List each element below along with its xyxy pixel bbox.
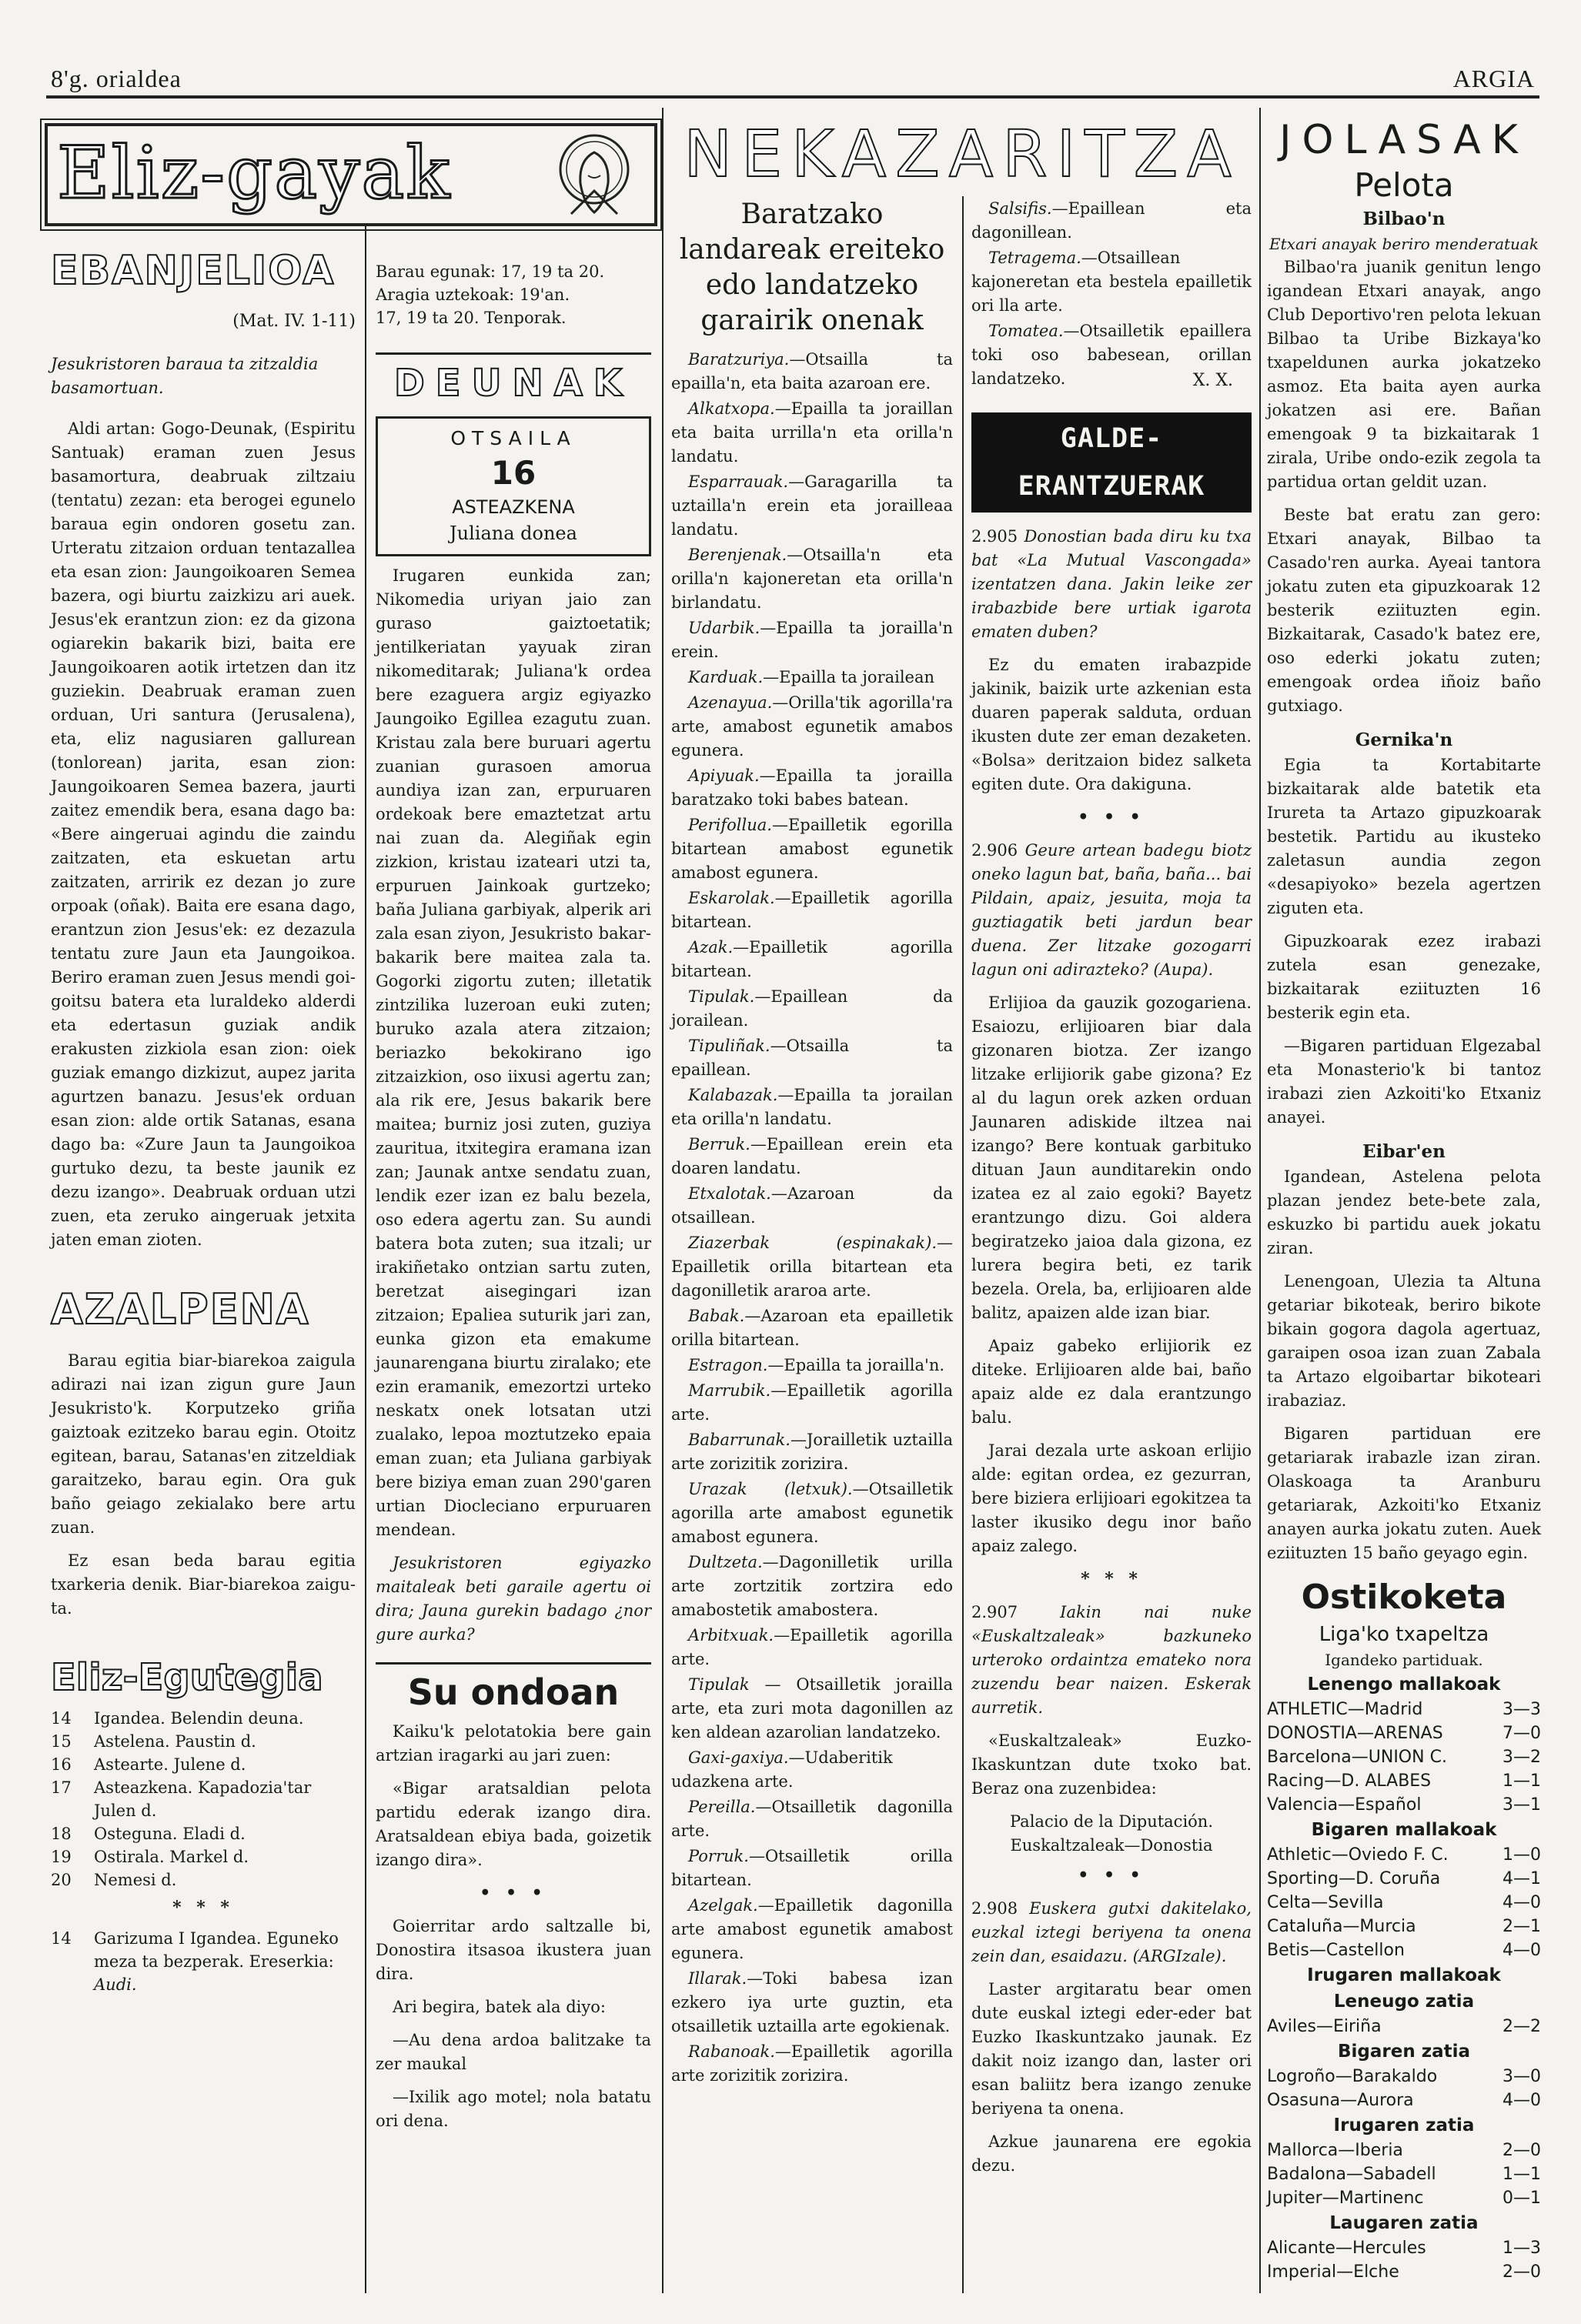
entries-list — [671, 348, 953, 2088]
pelota-paragraph: Bigaren partiduan ere getariarak irabazle izan ziran. Olaskoaga ta Aranburu getariarak, Azkoiti'ko Etxaniz anayen aurka jokatu zuten. Auek eziituzten 15 baño geyago egin. — [1267, 1424, 1541, 1562]
entry-term: Azak. — [688, 938, 734, 957]
deunak-paragraph: Irugaren eunkida zan; Nikomedia uriyan jaio zan guraso gaiztoetatik; jentilkeriatan yayuak ziran nikomeditarak; Juliana'k ordea bere ezaguera argiz egiyazko Jaungoiko Egillea ezagutu zuan. Kristau zala bere buruari agertu zuanian gurasoen amorua aundiya izan zan, erpuruaren ordekoak bere emaztetzat artu nai zuan da. Alegiñak egin zizkion, kristau izateari utzi ta, erpuruen Jainkoak gurtzeko; baña Juliana garbiyak, alperik ari zala esan ziyon, Jesukristo bakar-bakarik bere maitea zala ta. Gogorki zigortu zuten; illetatik zintzilika luzeroan euki zuten; buruko azala atera zitzaion; beriazko bekokirano igo zitzaizkion, oso iixusi agertu zan; ala rik ere, Jesus bakarik bere maitea; burniz josi zuten, guziya zauritua, itxitegira eramana izan zan; Jaunak antxe sendatu zuan, lendik ezer izan ez balu bezela, oso edera agertu zan. Su aundi batera bota zuten; sua itzali; ur irakiñetako ontzian sartu zuten, beretzat aisegingari izan zitzaion; Epaliea suturik jari zan, eunka gizon eta emakume jaunarengana biurtu ziralako; ete ezin eramanik, emezortzi urteko neskatx onek lotsatan utzi zualako, lepoa moztutzeko epaia eman zuan; eta Juliana garbiyak bere biziya eman zuan 290'garen urtian Diocleciano erpuruaren mendean. — [376, 566, 651, 1539]
match-teams: ATHLETIC—Madrid — [1267, 1700, 1423, 1719]
column-5 — [1267, 115, 1541, 2284]
entry-term: Udarbik. — [688, 619, 760, 637]
egutegia-list — [51, 1707, 356, 1996]
entry-text: —Epailla ta jorailean — [763, 668, 935, 686]
entry-term: Berenjenak. — [688, 546, 787, 564]
address-line: Euskaltzaleak—Donostia — [1010, 1836, 1213, 1855]
entry-term: Baratzuriya. — [688, 350, 790, 369]
info-lines — [376, 260, 651, 329]
list-item: 14 Igandea. Belendin deuna. — [51, 1709, 304, 1728]
entry-text: —Epaillean erein eta doaren landatu. — [671, 1135, 953, 1177]
entry-text: —Jorailletik uztailla arte zorizitik zorizira. — [671, 1431, 953, 1473]
match-teams: Logroño—Barakaldo — [1267, 2067, 1438, 2086]
planting-entry — [671, 985, 953, 1033]
entry-term: Babak. — [688, 1307, 745, 1325]
planting-entry — [971, 246, 1252, 318]
column-3 — [671, 197, 953, 2089]
results-group-heading: Laugaren zatia — [1329, 2213, 1479, 2233]
match-score: 3—2 — [1502, 1748, 1541, 1767]
nekazaritza-title: NEKAZARITZA — [684, 116, 1241, 192]
entry-term: Tipulak — [688, 1675, 750, 1694]
su-ondoan-paragraph: Ari begira, batek ala diyo: — [393, 1998, 606, 2016]
table-row — [1267, 2162, 1541, 2186]
header-rule — [46, 95, 1539, 99]
ostikoketa-sub-small: Igandeko partiduak. — [1325, 1651, 1483, 1669]
planting-entry — [671, 813, 953, 885]
ostikoketa-heading: Ostikoketa — [1301, 1578, 1507, 1617]
answer: Apaiz gabeko erlijiorik ez diteke. Erlijioaren alde bai, baño apaiz alde ez dala erantzungo balu. — [971, 1337, 1252, 1427]
question: 2.905 Donostian bada diru ku txa bat «La Mutual Vascongada» izentatzen dana. Jakin leike zer irabazbide bere urtiak igarota ematen duben? — [971, 527, 1252, 641]
ebanjelioa-paragraph: Aldi artan: Gogo-Deunak, (Espiritu Santuak) eraman zuen Jesus basamortura, deabruak ziltzaiu (tentatu) zezan: eta berogei egunelo baraua egin ondoren gosetu zan. Urteratu zitzaion orduan tentazallea eta esan zion: Jaungoikoaren Semea bazera, ogi biurtu zaizkizu ari auek. Jesus'ek erantzun zion: ez da gizona ogiarekin bakarik bizi, baita ere Jaungoikoaren aotik irtetzen dan itz guziekin. Deabruak eraman zuen orduan, Uri santura (Jerusalena), eta, eliz nagusiaren gallurean (tonlorean) jarita, esan zion: Jaungoikoaren Semea bazera, jaurti zaitez emendik bera, esana dago ba: «Bere aingeruai agindu die zaindu zaitzaten, eta eskuetan artu zaitzaten, arririk ez dezan jo zure orpoak (oñak). Baita ere esana dago, erantzun zion Jesus'ek: ez dezazula tentatu zure Jaun eta Jaungoikoa. Beriro eraman zuen Jesus mendi goi-goitsu batera eta luraldeko alderdi eta edertasun guziak andik erakusten zizkiola esan zion: oiek guziak emango dizkizut, aupez jarita agurtzen banazu. Jesus'ek orduan esan zion: alde ortik Satanas, esana dago ba: «Zure Jaun ta Jaungoikoa gurtuko dezu, ta beste jaunik ez dezu izango». Deabruak orduan utzi zuen, eta zeruko aingeruak jetxita jaten eman zioten. — [51, 419, 356, 1249]
galde-body — [971, 525, 1252, 2178]
planting-entry — [671, 691, 953, 763]
column-1 — [51, 246, 356, 1996]
entry-text: —Epailletik egorilla bitartean amabost egunetik amabost egunera. — [671, 816, 953, 882]
planting-entry — [671, 1746, 953, 1794]
entry-text: —Orilla'tik agorilla'ra arte, amabost egunetik amabos egunera. — [671, 693, 953, 760]
entry-text: —Otsailletik dagonilla arte. — [671, 1798, 953, 1840]
section-dots: • • • — [480, 1883, 547, 1903]
planting-entry — [671, 1624, 953, 1671]
entry-term: Estragon. — [688, 1356, 768, 1374]
entry-term: Apiyuak. — [688, 766, 760, 785]
planting-entry — [671, 1304, 953, 1352]
pelota-paragraph: Lenengoan, Ulezia ta Altuna getariar bikoteak, beriro bikote bikain gogora dagola agertuaz, garaipen osoa izan zuan Zabala ta Artazo elgoibartar bikoteari irabaziaz. — [1267, 1272, 1541, 1410]
match-teams: Athletic—Oviedo F. C. — [1267, 1845, 1449, 1865]
answer: Erlijioa da gauzik gozogariena. Esaiozu, erlijioaren biar dala gizonaren biotza. Zer izango litzake erlijiorik gabe gizona? Ez al du lagun orek azken orduan Jaunaren adiskide iltzea nai izango? Bere kontuak garbituko dituan Jaun aunditarekin ondo izatea ez al zaio egoki? Bayetz erantzungo dizu. Goi aldera begiratzeko jaioa dala gizona, ez lurera begira beti, ez tarik bezela. Orela, ba, erlijioaren alde balitz, apaizen alde izan biar. — [971, 993, 1252, 1322]
entry-term: Esparrauak. — [688, 472, 789, 491]
match-teams: Celta—Sevilla — [1267, 1893, 1384, 1912]
entry-term: Etxalotak. — [688, 1184, 771, 1203]
egutegia-heading: Eliz-Egutegia — [51, 1656, 323, 1699]
table-row — [1267, 2139, 1541, 2162]
table-row — [1267, 2015, 1541, 2039]
page-number-label: 8'g. orialdea — [51, 65, 182, 92]
entry-term: Alkatxopa. — [688, 399, 775, 418]
list-item: 20 Nemesi d. — [51, 1871, 177, 1889]
results-group-heading: Lenengo mallakoak — [1307, 1675, 1501, 1695]
date-day: 16 — [490, 454, 536, 492]
question: 2.906 Geure artean badegu biotz oneko lagun bat, baña, baña... bai Pildain, apaiz, jesuita, moja ta guztiagatik beti jardun bear duena. Zer litzake gozogarri lagun oni adirazteko? (Aupa). — [971, 841, 1252, 979]
match-teams: Betis—Castellon — [1267, 1941, 1405, 1960]
entry-text: —Otsailletik epaillera toki oso babesean, orillan landatzeko. — [971, 322, 1252, 388]
signature: X. X. — [1192, 371, 1233, 390]
list-item: 15 Astelena. Paustin d. — [51, 1732, 256, 1751]
match-teams: Aviles—Eiriña — [1267, 2017, 1382, 2036]
match-score: 4—0 — [1502, 1893, 1541, 1912]
results-group-heading: Bigaren zatia — [1337, 2042, 1471, 2062]
answer: Laster argitaratu bear omen dute euskal iztegi eder-eder bat Euzko Ikaskuntzako jaunak. Ez dakit noiz izango dan, laster ori esan baliitz bera izango zenuke beriyena ta onena. — [971, 1980, 1252, 2118]
match-teams: Imperial—Elche — [1267, 2262, 1399, 2282]
newspaper-name: ARGIA — [1452, 65, 1535, 92]
planting-entry — [671, 1354, 953, 1377]
planting-entry — [971, 197, 1252, 245]
answer: Jarai dezala urte askoan erlijio alde: egitan ordea, ez gezurran, bere biziera erlijioari egokitzea ta laster ikusiko degu inor baño apaiz zalego. — [971, 1441, 1252, 1555]
planting-entry — [671, 936, 953, 983]
deunak-body — [376, 564, 651, 1647]
match-score: 1—1 — [1502, 1771, 1541, 1791]
match-score: 2—0 — [1502, 2262, 1541, 2282]
planting-entry — [671, 1231, 953, 1303]
planting-entry — [671, 397, 953, 469]
column-2 — [376, 260, 651, 2142]
planting-entry — [671, 1795, 953, 1843]
entry-text: —Dagonilletik urilla arte zortzitik zortzira edo amabostetik amabostera. — [671, 1553, 953, 1619]
planting-entry — [671, 1428, 953, 1476]
azalpena-paragraph: Barau egitia biar-biarekoa zaigula adirazi nai izan zigun gure Jaun Jesukristo'k. Korputzeko griña gaiztoak ezitzeko barau egin. Otoitz egitean, barau, Satanas'en zitzeldiak garaitzeko, barau egin. Ora guk baño geiago zekialako bere artu zuan. — [51, 1351, 356, 1537]
su-ondoan-heading: Su ondoan — [407, 1671, 620, 1713]
section-dots: * * * — [172, 1898, 234, 1918]
match-score: 2—1 — [1502, 1917, 1541, 1936]
entry-term: Kalabazak. — [688, 1086, 778, 1104]
results-group-heading: Bigaren mallakoak — [1311, 1820, 1497, 1840]
entry-text: —Otsaillean kajoneretan eta bestela epailletik ori lla arte. — [971, 249, 1252, 315]
planting-entry — [671, 1967, 953, 2039]
planting-entry — [671, 348, 953, 396]
entry-text: —Epailletik agorilla bitartean. — [671, 938, 953, 980]
entry-text: —Epailla ta jorailla'n. — [767, 1356, 945, 1374]
pelota-sub1: Bilbao'n — [1362, 209, 1446, 229]
entry-text: —Azaroan da otsaillean. — [671, 1184, 953, 1227]
table-row — [1267, 1793, 1541, 1817]
match-score: 4—0 — [1502, 2091, 1541, 2110]
entry-term: Arbitxuak. — [688, 1626, 774, 1644]
results-group-heading: Irugaren zatia — [1333, 2115, 1475, 2135]
ebanjelioa-body — [51, 417, 356, 1252]
planting-entry — [671, 1182, 953, 1230]
planting-entry — [671, 1673, 953, 1745]
match-teams: Barcelona—UNION C. — [1267, 1748, 1447, 1767]
planting-entry — [671, 1845, 953, 1892]
planting-entry — [671, 764, 953, 812]
entry-term: Illarak. — [688, 1969, 747, 1988]
galde-erantzuerak-heading: GALDE-ERANTZUERAK — [971, 412, 1252, 513]
entry-text: —Epailla ta jorailan eta orilla'n landatu. — [671, 1086, 953, 1128]
deunak-heading: DEUNAK — [393, 362, 633, 405]
entry-text: —Epailletik agorilla arte zorizitik zorizira. — [671, 2042, 953, 2085]
entry-term: Karduak. — [688, 668, 764, 686]
pelota-sub1-italic: Etxari anayak beriro menderatuak — [1269, 235, 1539, 253]
entry-term: Tipulak. — [688, 987, 755, 1006]
date-month: OTSAILA — [450, 427, 577, 449]
entry-text: —Epailla ta jorailla'n erein. — [671, 619, 953, 661]
match-teams: Sporting—D. Coruña — [1267, 1869, 1441, 1888]
section-dots: • • • — [1078, 807, 1145, 827]
pelota-heading: Pelota — [1354, 166, 1454, 204]
list-item: 16 Astearte. Julene d. — [51, 1755, 246, 1774]
pelota-sub2: Gernika'n — [1355, 730, 1453, 750]
results-table — [1267, 1671, 1541, 2284]
column-divider-1 — [365, 223, 366, 2293]
entry-text: —Epailletik agorilla arte. — [671, 1626, 953, 1668]
match-teams: Cataluña—Murcia — [1267, 1917, 1416, 1936]
match-score: 1—1 — [1502, 2165, 1541, 2184]
entry-term: Perifollua. — [688, 816, 772, 834]
match-score: 2—2 — [1502, 2017, 1541, 2036]
table-row — [1267, 1745, 1541, 1769]
table-row — [1267, 2089, 1541, 2112]
table-row — [1267, 1721, 1541, 1745]
jolasak-heading: JOLASAK — [1279, 117, 1529, 163]
table-row — [1267, 1843, 1541, 1867]
su-ondoan-paragraph: Kaiku'k pelotatokia bere gain artzian iragarki au jari zuen: — [376, 1722, 651, 1765]
match-teams: Alicante—Hercules — [1267, 2239, 1426, 2258]
entry-term: Rabanoak. — [688, 2042, 775, 2061]
table-row — [1267, 1769, 1541, 1793]
match-teams: Jupiter—Martinenc — [1267, 2189, 1424, 2208]
entry-text: —Epailletik orilla bitartean eta dagonilletik araroa arte. — [671, 1234, 953, 1300]
table-row — [1267, 2186, 1541, 2210]
match-teams: Osasuna—Aurora — [1267, 2091, 1414, 2110]
ostikoketa-sub: Liga'ko txapeltza — [1319, 1623, 1489, 1646]
match-score: 3—1 — [1502, 1795, 1541, 1815]
results-group-heading: Irugaren mallakoak — [1307, 1965, 1501, 1985]
entry-term: Dultzeta. — [688, 1553, 763, 1571]
entry-text: —Epailla ta joraillan eta baita urrilla'n eta orilla'n landatu. — [671, 399, 953, 466]
entry-term: Urazak (letxuk). — [688, 1480, 853, 1498]
entry-text: —Otsailletik agorilla arte amabost egunetik amabost egunera. — [671, 1480, 953, 1546]
entry-term: Berruk. — [688, 1135, 750, 1154]
section-dots: • • • — [1078, 1865, 1145, 1885]
entry-term: Tomatea. — [988, 322, 1064, 340]
entry-term: Azenayua. — [688, 693, 773, 712]
su-ondoan-paragraph: —Ixilik ago motel; nola batatu ori dena. — [376, 2088, 651, 2130]
planting-entry — [671, 666, 953, 690]
planting-entry — [671, 1894, 953, 1965]
match-score: 1—0 — [1502, 1845, 1541, 1865]
table-row — [1267, 1698, 1541, 1721]
match-score: 2—0 — [1502, 2141, 1541, 2160]
date-saint: Juliana donea — [450, 523, 577, 544]
pelota-paragraph: —Bigaren partiduan Elgezabal eta Monasterio'k bi tantoz irabazi zien Azkoiti'ko Etxaniz anayei. — [1267, 1037, 1541, 1127]
column-divider-2 — [662, 108, 663, 2293]
planting-entry — [671, 2040, 953, 2088]
list-item: 17 Asteazkena. Kapadozia'tar Julen d. — [51, 1778, 312, 1820]
match-score: 4—0 — [1502, 1941, 1541, 1960]
planting-entry — [671, 543, 953, 615]
entry-term: Eskarolak. — [688, 889, 775, 907]
planting-entry — [671, 887, 953, 934]
su-ondoan-paragraph: —Au dena ardoa balitzake ta zer maukal — [376, 2031, 651, 2073]
question: 2.908 Euskera gutxi dakitelako, euzkal iztegi beriyena ta onena zein dan, esaidazu. (ARGIzale). — [971, 1899, 1252, 1965]
entry-term: Marrubik. — [688, 1381, 771, 1400]
pelota-paragraph: Beste bat eratu zan gero: Etxari anayak, Bilbao ta Casado'ren aurka. Ayeai tantora jokatu zuten eta gipuzkoarak 12 besterik eziituzten egin. Bizkaitarak, Casado'k batez ere, oso ederki jokatu zuten; emengoak ordea iñoiz baño gutxiago. — [1267, 506, 1541, 715]
pelota-paragraph: Igandean, Astelena pelota plazan jendez bete-bete zala, eskuzko bi partidu auek jokatu ziran. — [1267, 1167, 1541, 1257]
entry-text: —Epailla ta jorailla baratzako toki babes batean. — [671, 766, 953, 809]
entry-text: —Epailletik dagonilla arte amabost egunetik amabost egunera. — [671, 1896, 953, 1962]
table-row — [1267, 2065, 1541, 2089]
entry-term: Babarrunak. — [688, 1431, 790, 1449]
match-teams: Mallorca—Iberia — [1267, 2141, 1403, 2160]
table-row — [1267, 1938, 1541, 1962]
entry-text: —Otsailla ta epailla'n, eta baita azaroan ere. — [671, 350, 953, 392]
ebanjelioa-heading: EBANJELIOA — [51, 248, 336, 294]
entry-term: Azelgak. — [688, 1896, 758, 1915]
column-divider-3 — [962, 196, 964, 2293]
match-score: 1—3 — [1502, 2239, 1541, 2258]
planting-entry — [671, 1379, 953, 1427]
match-score: 3—3 — [1502, 1700, 1541, 1719]
table-row — [1267, 1915, 1541, 1938]
section-dots: * * * — [1081, 1569, 1142, 1589]
planting-entry — [671, 1551, 953, 1622]
column-4 — [971, 197, 1252, 2187]
planting-entry — [671, 1034, 953, 1082]
match-score: 7—0 — [1502, 1724, 1541, 1743]
planting-entry — [671, 1084, 953, 1131]
address-line: Palacio de la Diputación. — [1010, 1812, 1213, 1831]
question: 2.907 Iakin nai nuke «Euskaltzaleak» bazkuneko urteroko ordaintza emateko nora zuzendu bear naizen. Eskerak aurretik. — [971, 1603, 1252, 1717]
answer: Azkue jaunarena ere egokia dezu. — [971, 2132, 1252, 2175]
praying-figure-icon — [540, 129, 648, 222]
pelota-paragraph: Gipuzkoarak ezez irabazi zutela esan genezake, bizkaitarak eziituzten 16 besterik egin eta. — [1267, 932, 1541, 1022]
info-line: Barau egunak: 17, 19 ta 20. — [376, 262, 605, 281]
entries-list — [971, 197, 1252, 391]
date-weekday: ASTEAZKENA — [452, 496, 575, 518]
azalpena-body — [51, 1349, 356, 1621]
match-score: 3—0 — [1502, 2067, 1541, 2086]
match-score: 0—1 — [1502, 2189, 1541, 2208]
table-row — [1267, 2236, 1541, 2260]
planting-entry — [671, 616, 953, 664]
nekazaritza-subtitle: Baratzako landareak ereiteko edo landatzeko garairik onenak — [679, 199, 945, 336]
su-ondoan-paragraph: «Bigar aratsaldian pelota partidu ederak izango dira. Aratsaldean ebiya bada, goizetik izango dira». — [376, 1779, 651, 1869]
match-teams: DONOSTIA—ARENAS — [1267, 1724, 1443, 1743]
entry-term: Ziazerbak (espinakak). — [688, 1234, 937, 1252]
entry-text: —Epaillean eta dagonillean. — [971, 199, 1252, 242]
entry-term: Tetragema. — [988, 249, 1081, 267]
pelota-paragraph: Egia ta Kortabitarte bizkaitarak alde batetik eta Irureta ta Artazo gipuzkoarak bestetik. Partidu au ikusteko zaletasun aundia zegon «desapiyoko» bezela agertzen ziguten eta. — [1267, 756, 1541, 917]
pelota-sub3: Eibar'en — [1362, 1141, 1446, 1162]
eliz-gayak-banner — [45, 123, 657, 226]
table-row — [1267, 2260, 1541, 2284]
results-group-subheading: Leneugo zatia — [1333, 1992, 1475, 2012]
egutegia-note: 14 Garizuma I Igandea. Eguneko meza ta bezperak. Ereserkia: Audi. — [51, 1929, 339, 1994]
azalpena-paragraph: Ez esan beda barau egitia txarkeria denik. Biar-biarekoa zaigu-ta. — [51, 1551, 356, 1618]
entry-text: —Epailletik agorilla arte. — [671, 1381, 953, 1424]
date-box — [376, 416, 651, 556]
deunak-closing: Jesukristoren egiyazko maitaleak beti garaile agertu oi dira; Jauna gurekin badago ¿nor gure aurka? — [376, 1554, 651, 1644]
entry-term: Pereilla. — [688, 1798, 756, 1816]
match-score: 4—1 — [1502, 1869, 1541, 1888]
entry-text: —Azaroan eta epailletik orilla bitartean. — [671, 1307, 953, 1349]
table-row — [1267, 1891, 1541, 1915]
pelota-paragraph: Bilbao'ra juanik genitun lengo igandean Etxari anayak, ango Club Deportivo'ren pelota lekuan Bilbao ta Uribe Bizkaya'ko txapeldunen aurka jokatzeko asmoz. Eta baita ayen aurka jokatzen asi ere. Bañan emengoak 9 ta bizkaitarak 1 zirala, Uribe ondo-ezik zegola ta partidua ortan geldit uzan. — [1267, 258, 1541, 491]
entry-term: Gaxi-gaxiya. — [688, 1748, 789, 1767]
planting-entry — [671, 1133, 953, 1180]
entry-term: Tipuliñak. — [688, 1037, 770, 1055]
su-ondoan-paragraph: Goierritar ardo saltzalle bi, Donostira itsasoa ikustera juan dira. — [376, 1917, 651, 1983]
planting-entry — [671, 1478, 953, 1549]
su-ondoan-body — [376, 1720, 651, 2133]
info-line: Aragia uztekoak: 19'an. — [376, 285, 570, 304]
list-item: 18 Osteguna. Eladi d. — [51, 1825, 246, 1843]
pelota-body — [1267, 232, 1541, 1565]
match-teams: Racing—D. ALABES — [1267, 1771, 1432, 1791]
answer: «Euskaltzaleak» Euzko-Ikaskuntzan dute txoko bat. Beraz ona zuzenbidea: — [971, 1731, 1252, 1798]
entry-term: Porruk. — [688, 1847, 749, 1865]
entry-text: — Otsailletik jorailla arte, eta zuri mota dagonillen az ken aldean azarolian landatzeko. — [671, 1675, 953, 1741]
ebanjelioa-subtitle: Jesukristoren baraua ta zitzaldia basamortuan. — [51, 355, 319, 397]
entry-text: —Epaillean da jorailean. — [671, 987, 953, 1030]
entry-text: —Otsailla'n eta orilla'n kajoneretan eta orilla'n birlandatu. — [671, 546, 953, 612]
entry-text: —Garagarilla ta uztailla'n erein eta jorailleaa landatu. — [671, 472, 953, 539]
entry-text: —Toki babesa izan ezkero iya urte guztin, eta otsailletik uztailla arte egokienak. — [671, 1969, 953, 2035]
info-line: 17, 19 ta 20. Tenporak. — [376, 309, 567, 327]
answer: Ez du ematen irabazpide jakinik, baizik urte azkenian esta duaren paperak salduta, orduan ikusten dute zer eman dezaketen. «Bolsa» deritzaion bidez salketa egiten dute. Ora dakiguna. — [971, 656, 1252, 793]
column-divider-4 — [1259, 108, 1261, 2293]
list-item: 19 Ostirala. Markel d. — [51, 1848, 249, 1866]
match-teams: Valencia—Español — [1267, 1795, 1422, 1815]
entry-text: —Otsailla ta epaillean. — [671, 1037, 953, 1079]
eliz-gayak-title: Eliz-gayak — [57, 132, 452, 215]
match-teams: Badalona—Sabadell — [1267, 2165, 1436, 2184]
ebanjelioa-reference: (Mat. IV. 1-11) — [232, 312, 356, 331]
entry-text: —Epailletik agorilla bitartean. — [671, 889, 953, 931]
planting-entry — [671, 470, 953, 542]
entry-term: Salsifis. — [988, 199, 1052, 218]
azalpena-heading: AZALPENA — [51, 1285, 310, 1334]
entry-text: —Otsailletik orilla bitartean. — [671, 1847, 953, 1889]
entry-text: —Udaberitik udazkena arte. — [671, 1748, 893, 1791]
table-row — [1267, 1867, 1541, 1891]
